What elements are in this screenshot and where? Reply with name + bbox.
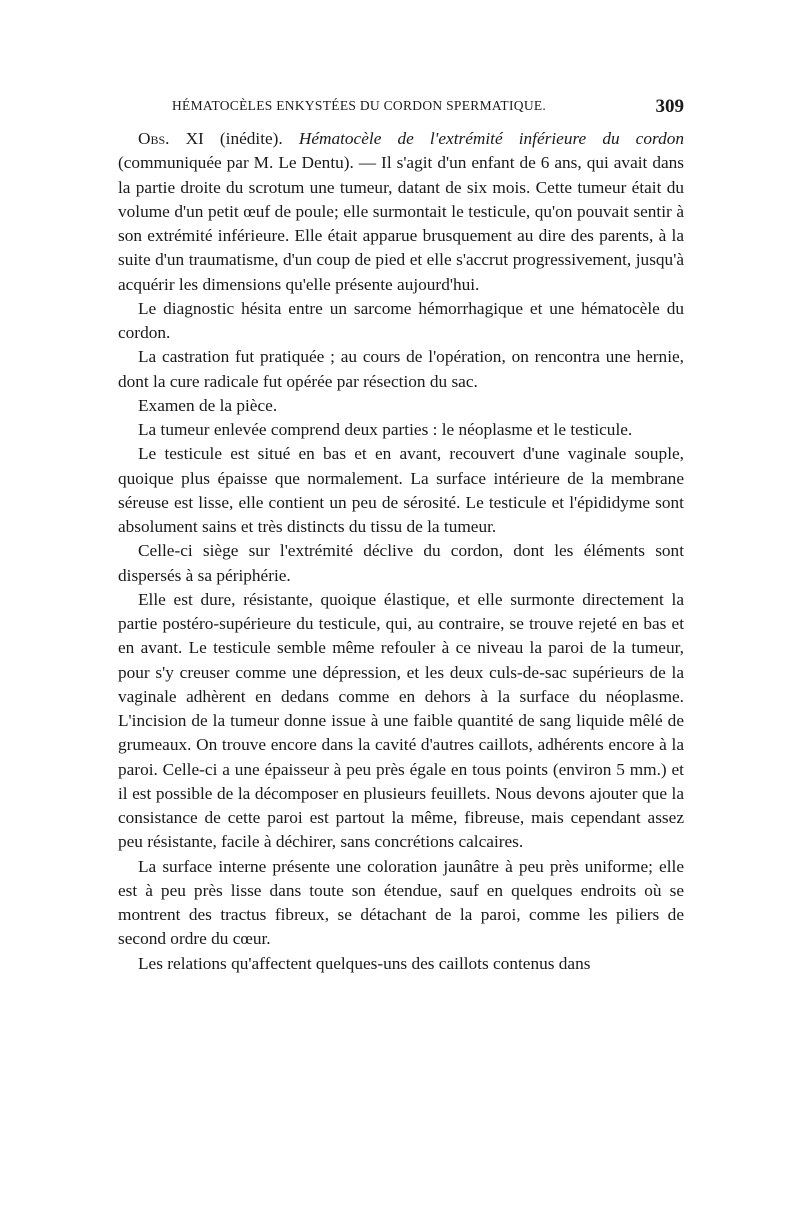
observation-title: Hématocèle de l'extrémité inférieure du cordon [298,129,684,148]
paragraph-observation [118,127,684,297]
paragraph-tumor-parts: La tumeur enlevée comprend deux parties : le néoplasme et le testicule. [138,420,633,439]
paragraph-internal-surface: La surface interne présente une coloration jaunâtre à peu près uniforme; elle est à peu près lisse dans toute son étendue, sauf en quelques endroits où se montrent des tractus fibreux, se détachant de la paroi, comme les piliers de second ordre du cœur. [118,856,684,949]
paragraph-tumor-description: Elle est dure, résistante, quoique élastique, et elle surmonte directement la partie postéro-supérieure du testicule, qui, au contraire, se trouve rejeté en bas et en avant. Le testicule semble même refouler à ce niveau la paroi de la tumeur, pour s'y creuser comme une dépression, et les deux culs-de-sac supérieurs de la vaginale adhèrent en dedans comme en dehors à la surface du néoplasme. L'incision de la tumeur donne issue à une faible quantité de sang liquide mêlé de grumeaux. On trouve encore dans la cavité d'autres caillots, adhérents encore à la paroi. Celle-ci a une épaisseur à peu près égale en tous points (environ 5 mm.) et il est possible de la décomposer en plusieurs feuillets. Nous devons ajouter que la consistance de cette paroi est partout la même, fibreuse, mais cependant assez peu résistante, facile à déchirer, sans concrétions calcaires. [118,589,684,852]
running-head [118,96,684,120]
body-text [118,127,684,976]
paragraph-examination-heading: Examen de la pièce. [138,395,278,415]
observation-note: (inédite). [203,129,299,148]
observation-label: Obs. XI [138,129,204,148]
paragraph-castration: La castration fut pratiquée ; au cours de l'opération, on rencontra une hernie, dont la cure radicale fut opérée par résection du sac. [118,347,684,391]
paragraph-testicle: Le testicule est situé en bas et en avant, recouvert d'une vaginale souple, quoique plus épaisse que normalement. La surface intérieure de la membrane séreuse est lisse, elle contient un peu de sérosité. Le testicule et l'épididyme sont absolument sains et très distincts du tissu de la tumeur. [118,444,684,536]
observation-text: (communiquée par M. Le Dentu). — Il s'agit d'un enfant de 6 ans, qui avait dans la partie droite du scrotum une tumeur, datant de six mois. Cette tumeur était du volume d'un petit œuf de poule; elle surmontait le testicule, qu'on pouvait sentir à son extrémité inférieure. Elle était apparue brusquement au dire des parents, à la suite d'un traumatisme, d'un coup de pied et elle s'accrut progressivement, jusqu'à acquérir les dimensions qu'elle présente aujourd'hui. [118,153,684,294]
paragraph-diagnosis: Le diagnostic hésita entre un sarcome hémorrhagique et une hématocèle du cordon. [118,298,684,342]
running-title: HÉMATOCÈLES ENKYSTÉES DU CORDON SPERMATIQUE. [172,98,547,113]
paragraph-cord-extremity: Celle-ci siège sur l'extrémité déclive du cordon, dont les éléments sont dispersés à sa périphérie. [118,541,684,585]
paragraph-clots: Les relations qu'affectent quelques-uns des caillots contenus dans [138,953,591,973]
page-number: 309 [655,96,684,117]
